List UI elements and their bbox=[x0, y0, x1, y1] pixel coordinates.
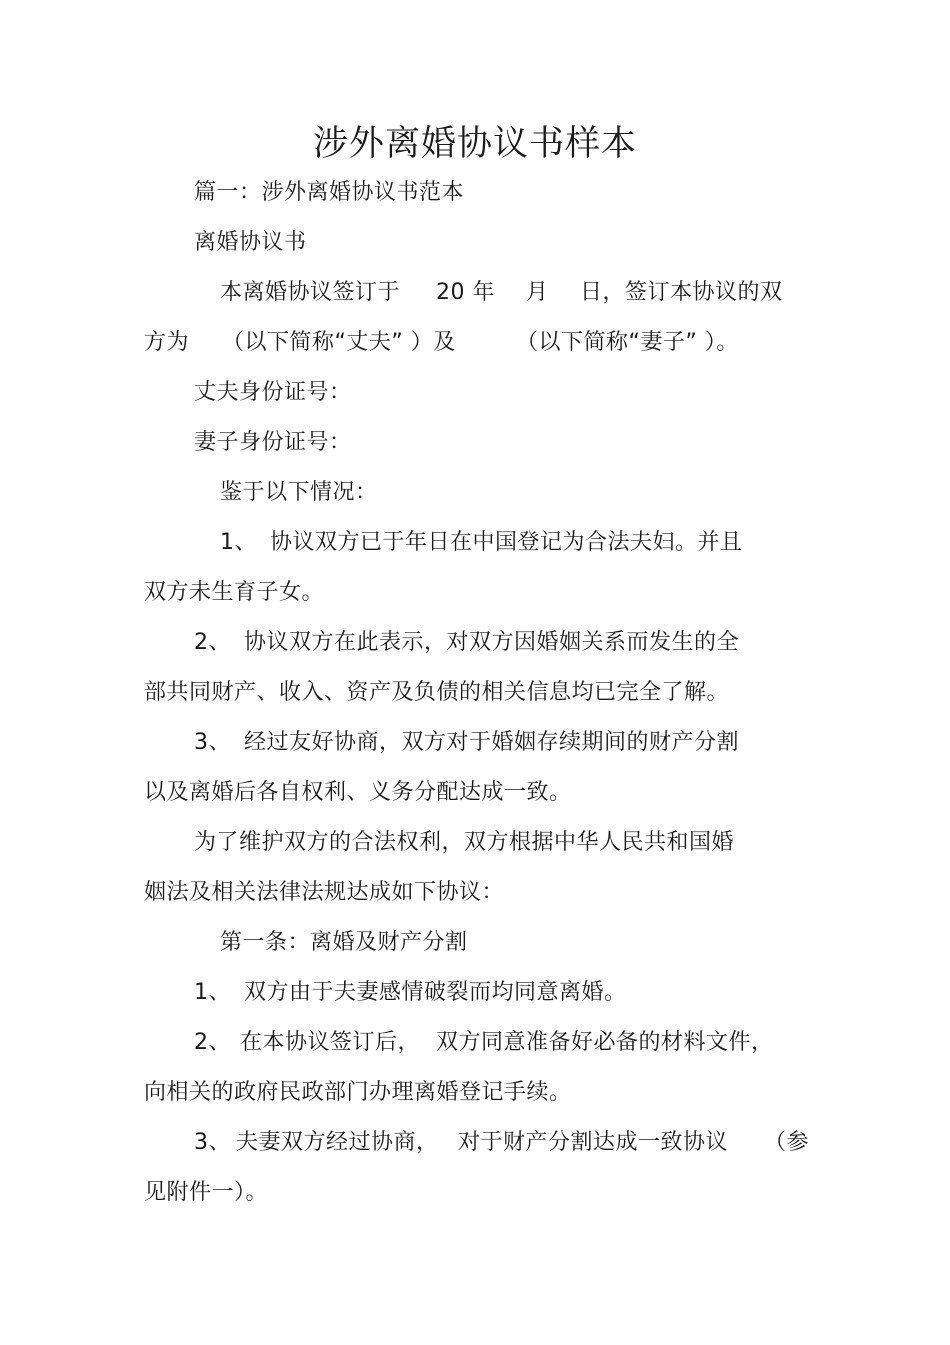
document-title: 涉外离婚协议书样本 bbox=[312, 124, 637, 164]
article-item-text: 双方由于夫妻感情破裂而均同意离婚。 bbox=[244, 980, 627, 1005]
whereas-item-text: 协议双方在此表示，对双方因婚姻关系而发生的全 bbox=[244, 630, 740, 655]
husband-id-label: 丈夫身份证号： bbox=[194, 380, 352, 405]
purpose-line-2: 姻法及相关法律法规达成如下协议： bbox=[144, 880, 505, 905]
article-1-heading: 第一条：离婚及财产分割 bbox=[220, 930, 468, 955]
whereas-item-number: 2、 bbox=[194, 630, 231, 655]
article-item-text: 对于财产分割达成一致协议 bbox=[458, 1130, 729, 1155]
whereas-heading: 鉴于以下情况： bbox=[220, 480, 378, 505]
intro-line-2-a: 方为 bbox=[144, 330, 190, 355]
article-item-text: （参 bbox=[764, 1130, 810, 1155]
whereas-item-text: 协议双方已于年日在中国登记为合法夫妇。并且 bbox=[270, 530, 743, 555]
intro-line-1-year: 20 年 bbox=[436, 280, 495, 305]
article-item-text-cont: 见附件一）。 bbox=[144, 1180, 269, 1205]
article-item-text: 夫妻双方经过协商， bbox=[236, 1130, 439, 1155]
whereas-item-text-cont: 双方未生育子女。 bbox=[144, 580, 325, 605]
article-item-number: 1、 bbox=[194, 980, 231, 1005]
intro-line-1-month: 月 bbox=[526, 280, 549, 305]
intro-line-2-c: （以下简称“妻子” ）。 bbox=[516, 330, 739, 355]
article-item-number: 2、 bbox=[194, 1030, 231, 1055]
intro-line-2-b: （以下简称“丈夫” ）及 bbox=[222, 330, 456, 355]
intro-line-1-a: 本离婚协议签订于 bbox=[220, 280, 401, 305]
whereas-item-number: 3、 bbox=[194, 730, 231, 755]
whereas-item-text-cont: 以及离婚后各自权利、义务分配达成一致。 bbox=[144, 780, 572, 805]
whereas-item-text-cont: 部共同财产、收入、资产及负债的相关信息均已完全了解。 bbox=[144, 680, 730, 705]
article-item-number: 3、 bbox=[194, 1130, 231, 1155]
article-item-text: 双方同意准备好必备的材料文件， bbox=[436, 1030, 774, 1055]
article-item-text: 在本协议签订后， bbox=[240, 1030, 421, 1055]
wife-id-label: 妻子身份证号： bbox=[194, 430, 352, 455]
whereas-item-text: 经过友好协商，双方对于婚姻存续期间的财产分割 bbox=[244, 730, 740, 755]
doc-name: 离婚协议书 bbox=[194, 230, 307, 255]
article-item-text-cont: 向相关的政府民政部门办理离婚登记手续。 bbox=[144, 1080, 572, 1105]
purpose-line-1: 为了维护双方的合法权利，双方根据中华人民共和国婚 bbox=[194, 830, 735, 855]
section-heading: 篇一：涉外离婚协议书范本 bbox=[194, 180, 465, 205]
whereas-item-number: 1、 bbox=[220, 530, 257, 555]
intro-line-1-rest: 日，签订本协议的双 bbox=[580, 280, 783, 305]
